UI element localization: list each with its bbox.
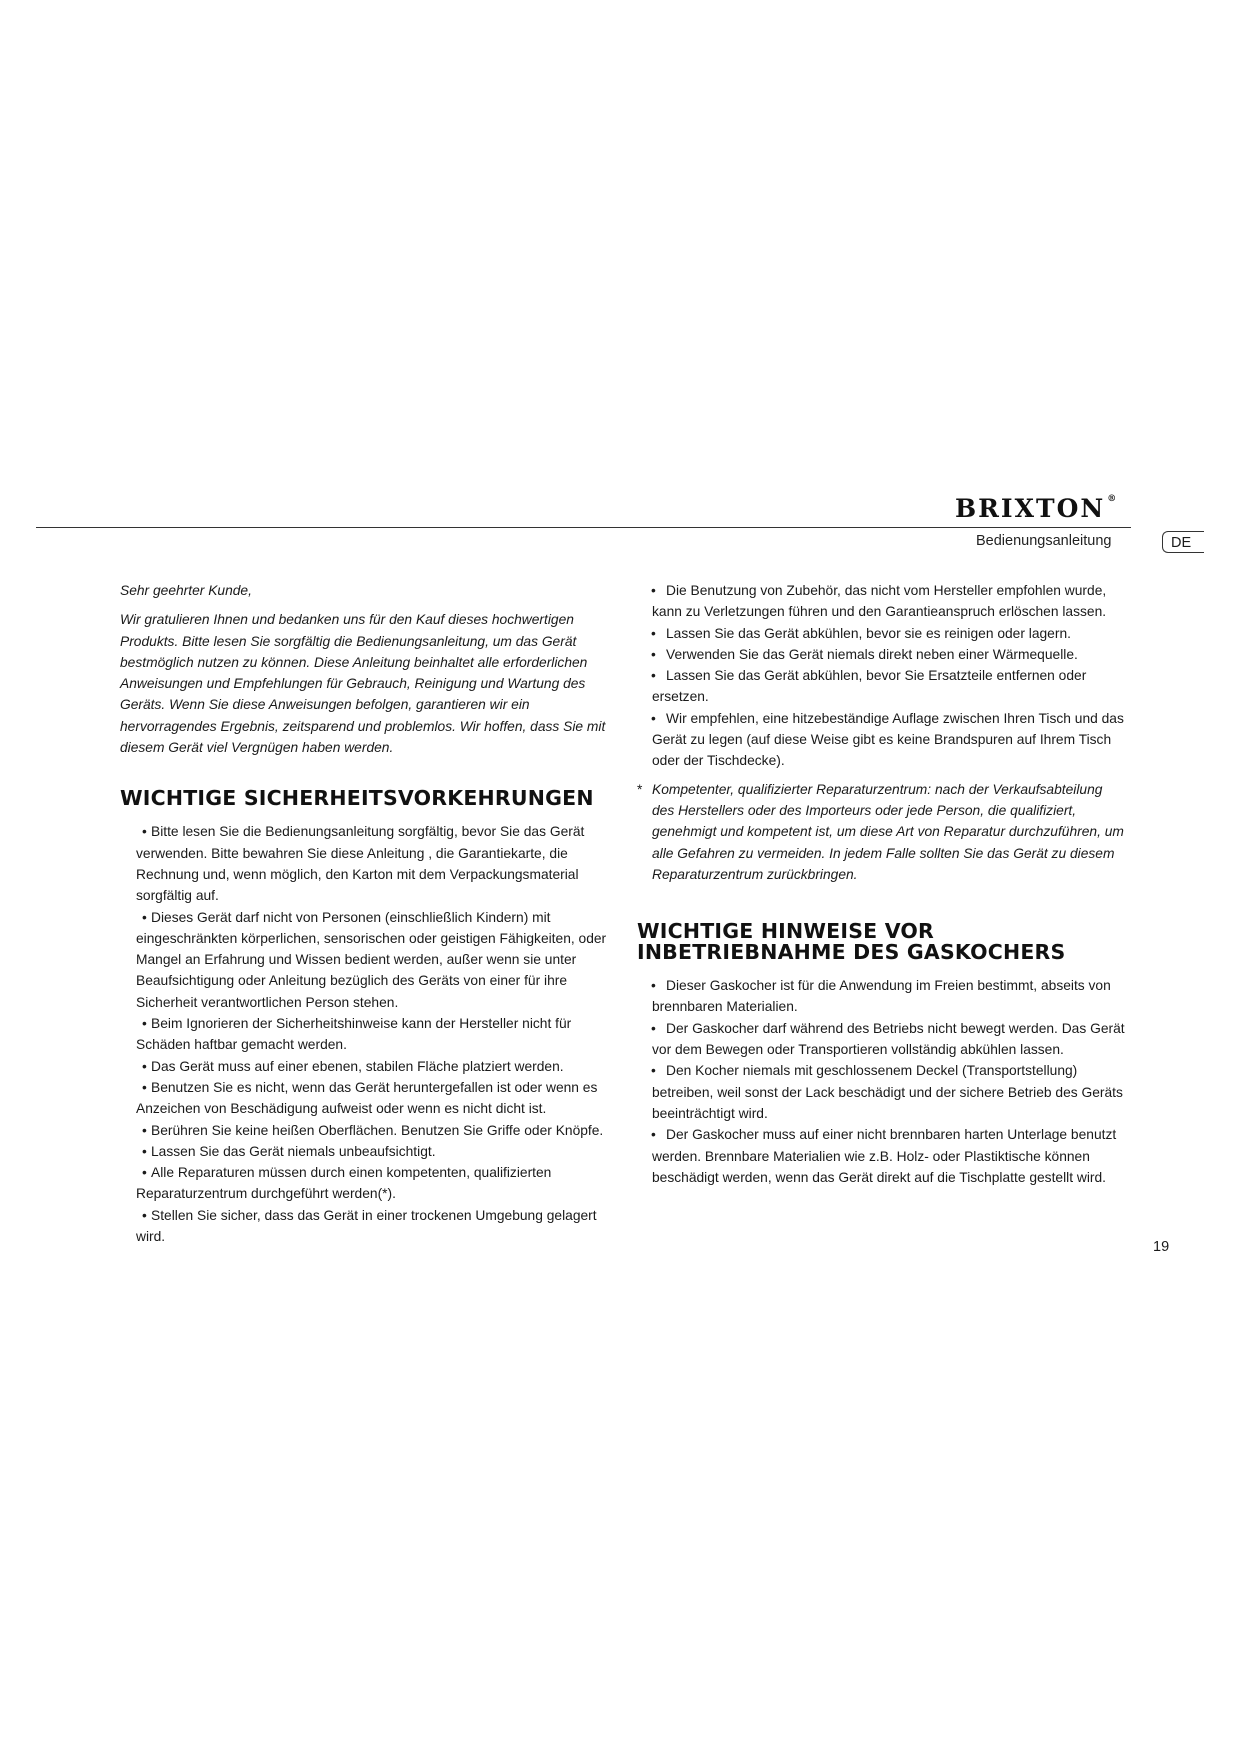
header-rule bbox=[36, 527, 1131, 528]
right-column bbox=[637, 580, 1127, 1188]
brand-name: BRIXTON bbox=[955, 494, 1106, 523]
list-item: • Das Gerät muss auf einer ebenen, stabilen Fläche platziert werden. bbox=[120, 1056, 625, 1077]
language-tab: DE bbox=[1162, 531, 1204, 553]
page-number: 19 bbox=[1153, 1239, 1170, 1255]
safety-continued-list bbox=[637, 580, 1127, 772]
repair-footnote bbox=[637, 779, 1127, 885]
list-item: • Stellen Sie sicher, dass das Gerät in einer trockenen Umgebung gelagert wird. bbox=[120, 1205, 625, 1248]
document-type: Bedienungsanleitung bbox=[976, 533, 1112, 549]
intro-paragraph: Wir gratulieren Ihnen und bedanken uns für den Kauf dieses hochwertigen Produkts. Bitte lesen Sie sorgfältig die Bedienungsanleitung, um das Gerät bestmöglich nutzen zu können. Diese Anleitung beinhaltet alle erforderlichen Anweisungen und Empfehlungen für Gebrauch, Reinigung und Wartung des Geräts. Wenn Sie diese Anweisungen befolgen, garantieren wir ein hervorragendes Ergebnis, zeitsparend und problemlos. Wir hoffen, dass Sie mit diesem Gerät viel Vergnügen haben werden. bbox=[120, 612, 606, 756]
left-column bbox=[120, 580, 625, 1247]
registered-mark: ® bbox=[1107, 494, 1117, 504]
list-item: • Der Gaskocher darf während des Betriebs nicht bewegt werden. Das Gerät vor dem Bewegen oder Transportieren vollständig abkühlen lassen. bbox=[637, 1018, 1127, 1061]
list-item: • Alle Reparaturen müssen durch einen kompetenten, qualifizierten Reparaturzentrum durchgeführt werden(*). bbox=[120, 1162, 625, 1205]
list-item: • Berühren Sie keine heißen Oberflächen. Benutzen Sie Griffe oder Knöpfe. bbox=[120, 1120, 625, 1141]
safety-list bbox=[120, 821, 625, 1247]
brand-logo bbox=[955, 494, 1116, 523]
list-item: • Wir empfehlen, eine hitzebeständige Auflage zwischen Ihren Tisch und das Gerät zu legen (auf diese Weise gibt es keine Brandspuren auf Ihrem Tisch oder der Tischdecke). bbox=[637, 708, 1127, 772]
list-item: • Lassen Sie das Gerät niemals unbeaufsichtigt. bbox=[120, 1141, 625, 1162]
list-item: • Dieses Gerät darf nicht von Personen (einschließlich Kindern) mit eingeschränkten körperlichen, sensorischen oder geistigen Fähigkeiten, oder Mangel an Erfahrung und Wissen bedient werden, außer wenn sie unter Beaufsichtigung oder Anleitung bezüglich des Geräts von einer für ihre Sicherheit verantwortlichen Person stehen. bbox=[120, 907, 625, 1013]
footnote-mark: * bbox=[637, 781, 643, 797]
salutation: Sehr geehrter Kunde, bbox=[120, 583, 252, 598]
list-item: • Dieser Gaskocher ist für die Anwendung im Freien bestimmt, abseits von brennbaren Materialien. bbox=[637, 975, 1127, 1018]
gas-heading: WICHTIGE HINWEISE VOR INBETRIEBNAHME DES GASKOCHERS bbox=[637, 919, 1066, 965]
list-item: • Beim Ignorieren der Sicherheitshinweise kann der Hersteller nicht für Schäden haftbar gemacht werden. bbox=[120, 1013, 625, 1056]
list-item: • Bitte lesen Sie die Bedienungsanleitung sorgfältig, bevor Sie das Gerät verwenden. Bitte bewahren Sie diese Anleitung , die Garantiekarte, die Rechnung und, wenn möglich, den Karton mit dem Verpackungsmaterial sorgfältig auf. bbox=[120, 821, 625, 906]
footnote-text: Kompetenter, qualifizierter Reparaturzentrum: nach der Verkaufsabteilung des Herstellers oder des Importeurs oder jede Person, die qualifiziert, genehmigt und kompetent ist, um diese Art von Reparatur durchzuführen, um alle Gefahren zu vermeiden. In jedem Falle sollten Sie das Gerät zu diesem Reparaturzentrum zurückbringen. bbox=[652, 781, 1124, 882]
gas-list bbox=[637, 975, 1127, 1188]
list-item: • Die Benutzung von Zubehör, das nicht vom Hersteller empfohlen wurde, kann zu Verletzungen führen und den Garantieanspruch erlöschen lassen. bbox=[637, 580, 1127, 623]
list-item: • Verwenden Sie das Gerät niemals direkt neben einer Wärmequelle. bbox=[637, 644, 1127, 665]
list-item: • Lassen Sie das Gerät abkühlen, bevor Sie Ersatzteile entfernen oder ersetzen. bbox=[637, 665, 1127, 708]
list-item: • Den Kocher niemals mit geschlossenem Deckel (Transportstellung) betreiben, weil sonst der Lack beschädigt und der sichere Betrieb des Geräts beeinträchtigt wird. bbox=[637, 1060, 1127, 1124]
safety-heading: WICHTIGE SICHERHEITSVORKEHRUNGEN bbox=[120, 786, 594, 811]
list-item: • Der Gaskocher muss auf einer nicht brennbaren harten Unterlage benutzt werden. Brennbare Materialien wie z.B. Holz- oder Plastiktische können beschädigt werden, wenn das Gerät direkt auf die Tischplatte gestellt wird. bbox=[637, 1124, 1127, 1188]
list-item: • Lassen Sie das Gerät abkühlen, bevor sie es reinigen oder lagern. bbox=[637, 623, 1127, 644]
list-item: • Benutzen Sie es nicht, wenn das Gerät heruntergefallen ist oder wenn es Anzeichen von Beschädigung aufweist oder wenn es nicht dicht ist. bbox=[120, 1077, 625, 1120]
